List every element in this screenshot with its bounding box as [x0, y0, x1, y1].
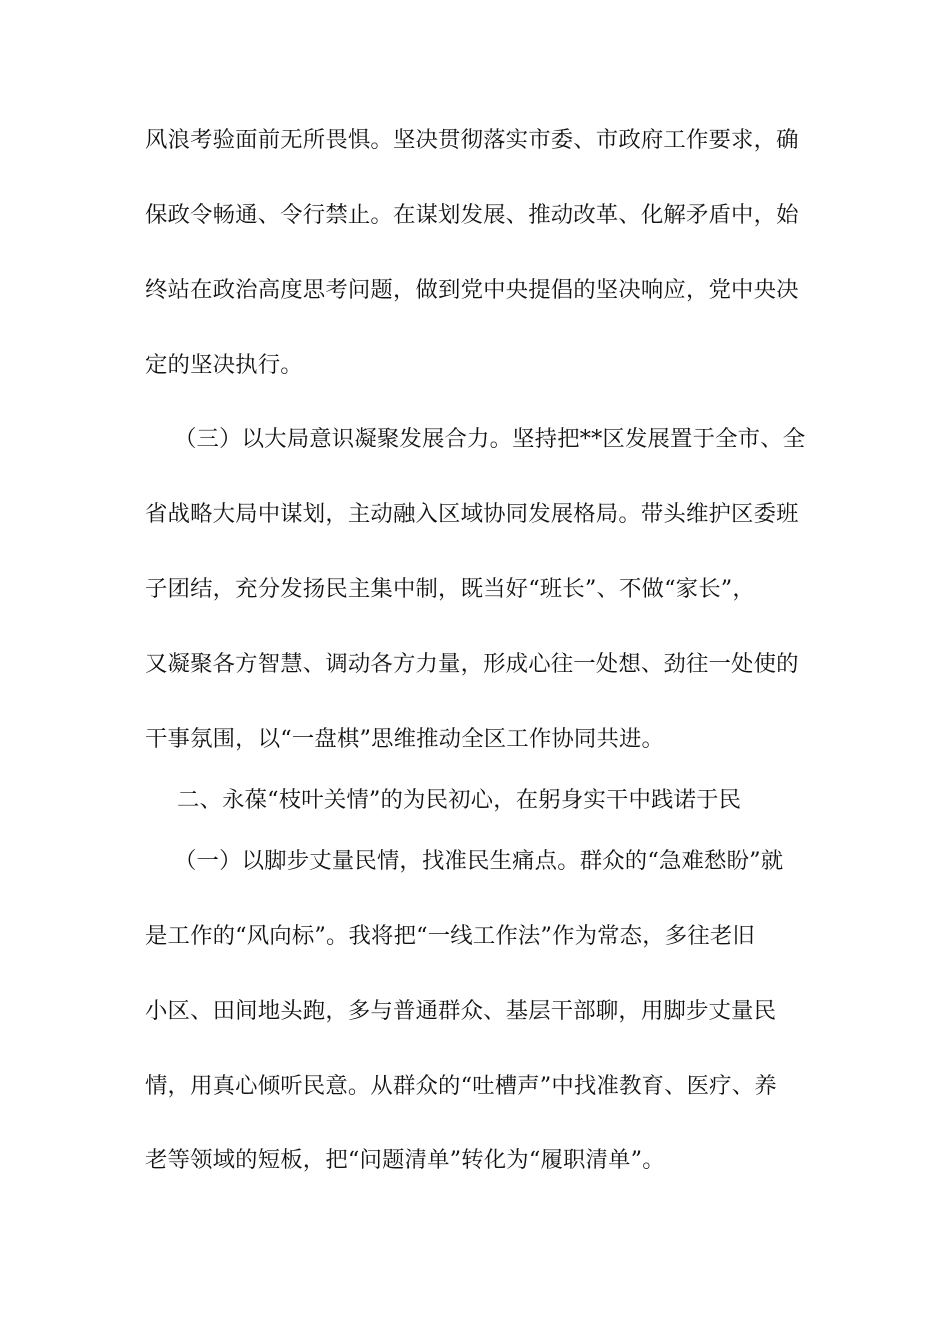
- text-line: 保政令畅通、令行禁止。在谋划发展、推动改革、化解矛盾中，始: [145, 202, 799, 228]
- text-line: 定的坚决执行。: [145, 352, 303, 378]
- text-line: 老等领域的短板，把“问题清单”转化为“履职清单”。: [145, 1147, 665, 1173]
- section-heading: 二、永葆“枝叶关情”的为民初心，在躬身实干中践诺于民: [177, 787, 742, 813]
- text-line: 风浪考验面前无所畏惧。坚决贯彻落实市委、市政府工作要求，确: [145, 127, 799, 153]
- text-line: （一）以脚步丈量民情，找准民生痛点。群众的“急难愁盼”就: [174, 848, 784, 874]
- text-line: 终站在政治高度思考问题，做到党中央提倡的坚决响应，党中央决: [145, 277, 799, 303]
- text-line: 是工作的“风向标”。我将把“一线工作法”作为常态，多往老旧: [145, 923, 755, 949]
- text-line: 小区、田间地头跑，多与普通群众、基层干部聊，用脚步丈量民: [145, 998, 777, 1024]
- text-line: 省战略大局中谋划，主动融入区域协同发展格局。带头维护区委班: [145, 501, 799, 527]
- text-line: 又凝聚各方智慧、调动各方力量，形成心往一处想、劲往一处使的: [145, 651, 799, 677]
- text-line: 子团结，充分发扬民主集中制，既当好“班长”、不做“家长”，: [145, 576, 755, 602]
- text-line: 情，用真心倾听民意。从群众的“吐槽声”中找准教育、医疗、养: [145, 1073, 777, 1099]
- text-line: 干事氛围，以“一盘棋”思维推动全区工作协同共进。: [145, 726, 665, 752]
- text-line: （三）以大局意识凝聚发展合力。坚持把**区发展置于全市、全: [174, 426, 806, 452]
